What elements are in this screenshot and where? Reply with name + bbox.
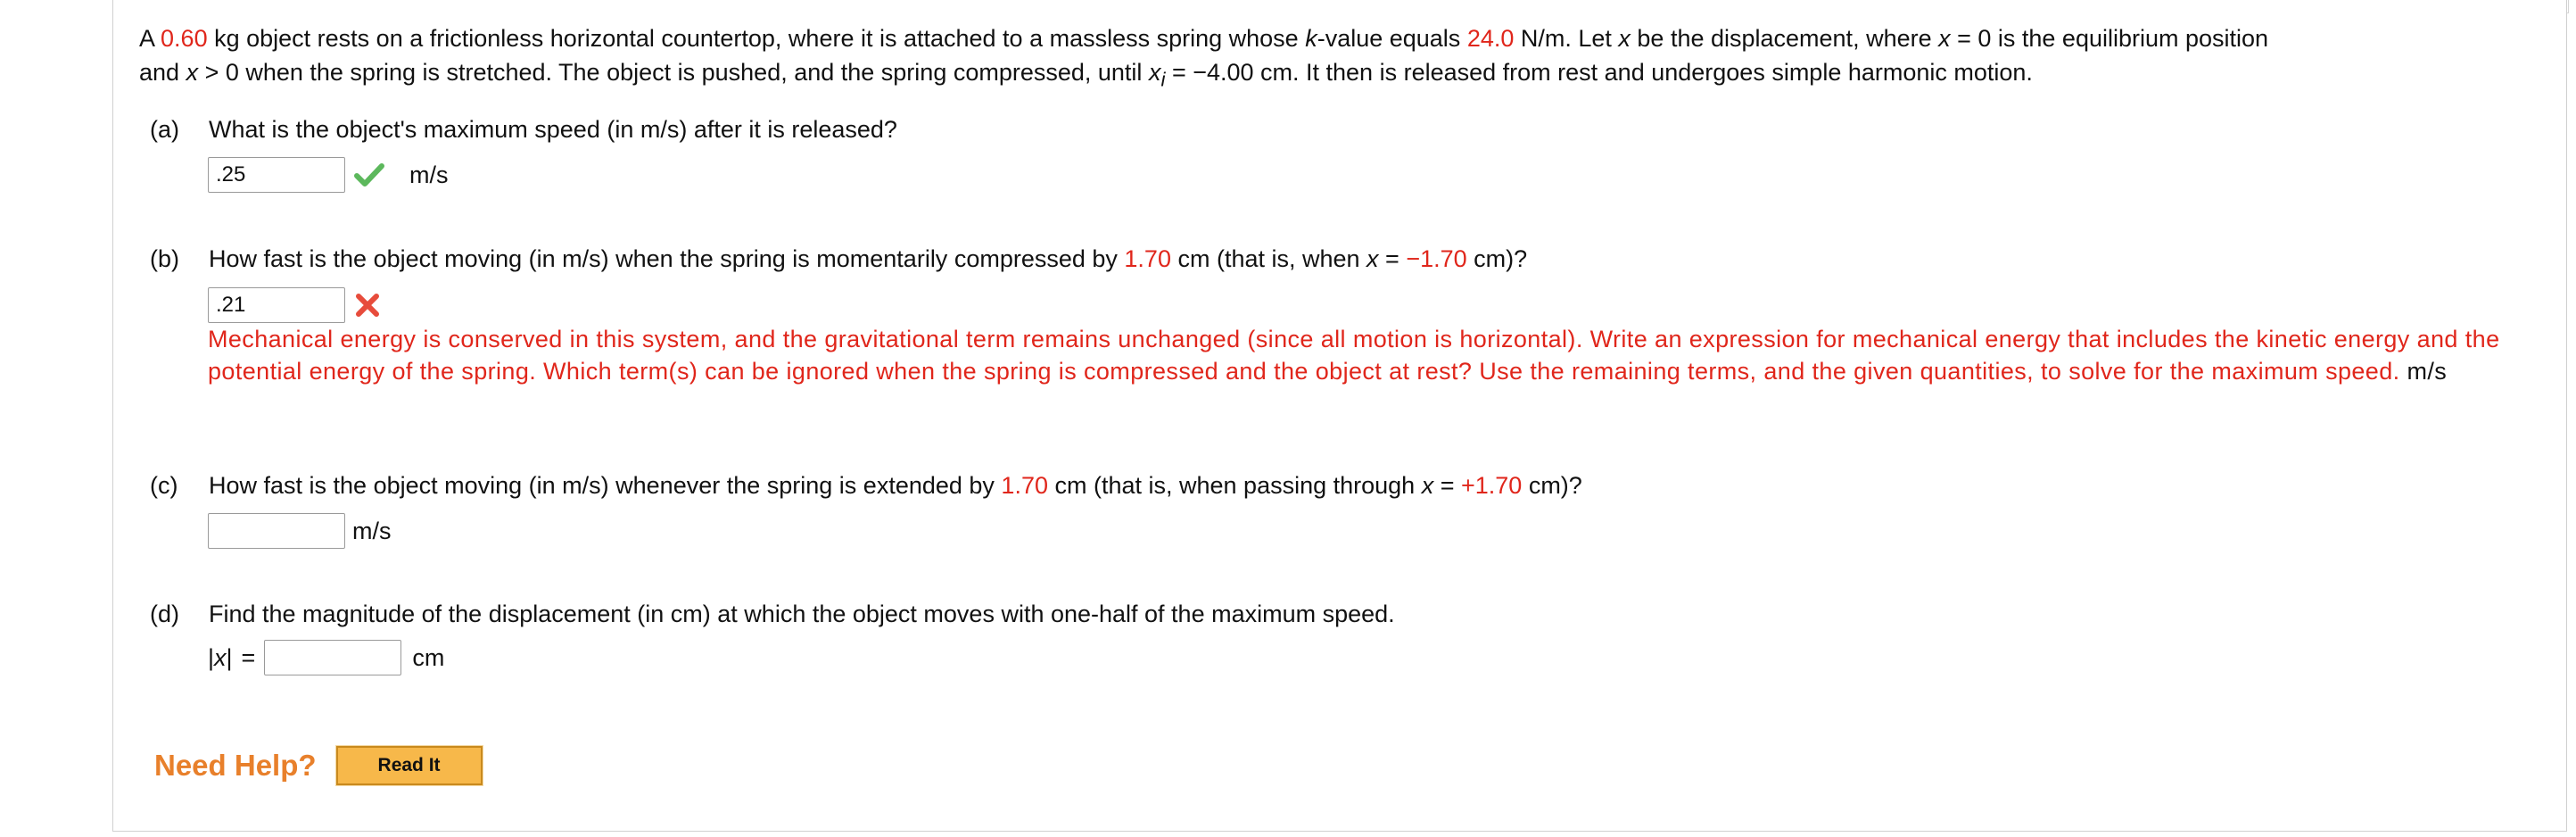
intro-text: = −4.00 cm. It then is released from rest and undergoes simple harmonic motion.	[1165, 59, 2033, 86]
part-a-unit: m/s	[409, 161, 449, 188]
feedback-text: Mechanical energy is conserved in this system, and the gravitational term remains unchanged (since all motion is horizontal). Write an expression for mechanical energy that includes the kinetic energy and the potential energy of the spring. Which term(s) can be ignored when the spring is compressed and the object at rest? Use the remaining terms, and the given quantities, to solve for the maximum speed.	[208, 326, 2500, 385]
part-b-text: cm (that is, when	[1170, 245, 1367, 272]
part-a-label: (a)	[150, 116, 179, 143]
abs-bar: |	[208, 643, 215, 671]
part-b-value: −1.70	[1406, 245, 1467, 272]
xi-subscript: i	[1160, 68, 1166, 91]
intro-text: -value equals	[1317, 25, 1467, 52]
intro-text: be the displacement, where	[1630, 25, 1939, 52]
part-c-value: 1.70	[1001, 472, 1048, 499]
part-d-unit: cm	[412, 643, 445, 671]
equals-sign: =	[241, 643, 256, 671]
part-a-text: What is the object's maximum speed (in m/s) after it is released?	[209, 116, 897, 143]
part-c-answer-input[interactable]	[208, 513, 345, 549]
x-variable: x	[1618, 25, 1631, 52]
need-help-section	[154, 746, 483, 785]
part-b-answer-row	[208, 287, 381, 323]
x-variable: x	[186, 59, 199, 86]
x-variable: x	[1366, 245, 1379, 272]
part-b-value: 1.70	[1124, 245, 1171, 272]
problem-line-1	[139, 21, 2547, 55]
part-b-answer-input[interactable]: .21	[208, 287, 345, 323]
x-variable: x	[1421, 472, 1434, 499]
problem-statement	[139, 21, 2547, 96]
intro-text: > 0 when the spring is stretched. The object is pushed, and the spring compressed, until	[198, 59, 1149, 86]
part-c-value: +1.70	[1460, 472, 1523, 499]
part-d-question	[150, 597, 1395, 631]
intro-text: A	[139, 25, 161, 52]
part-a-answer-input[interactable]: .25	[208, 157, 345, 193]
check-icon	[354, 162, 384, 188]
intro-text: = 0 is the equilibrium position	[1950, 25, 2269, 52]
part-d-answer-input[interactable]	[264, 640, 401, 675]
part-a-answer-row	[208, 157, 449, 193]
part-c-text: cm (that is, when passing through	[1047, 472, 1422, 499]
part-b-feedback	[208, 323, 2554, 387]
part-b-text: cm)?	[1466, 245, 1528, 272]
mass-value: 0.60	[161, 25, 208, 52]
need-help-label: Need Help?	[154, 749, 317, 782]
part-c-question	[150, 468, 1582, 502]
part-d-answer-row	[208, 640, 444, 675]
part-c-text: cm)?	[1522, 472, 1582, 499]
part-c-label: (c)	[150, 472, 178, 499]
abs-bar: |	[226, 643, 233, 671]
intro-text: kg object rests on a frictionless horizontal countertop, where it is attached to a massless spring whose	[207, 25, 1306, 52]
part-c-unit: m/s	[352, 517, 392, 544]
part-b-question	[150, 242, 1527, 276]
xi-variable: x	[1148, 59, 1161, 86]
part-b-text: How fast is the object moving (in m/s) when the spring is momentarily compressed by	[209, 245, 1125, 272]
k-variable: k	[1305, 25, 1317, 52]
spring-constant-value: 24.0	[1466, 25, 1515, 52]
part-c-answer-row	[208, 513, 392, 549]
part-c-text: =	[1433, 472, 1461, 499]
part-d-text: Find the magnitude of the displacement (in cm) at which the object moves with one-half of the maximum speed.	[209, 601, 1395, 627]
part-d-label: (d)	[150, 601, 179, 627]
problem-line-2	[139, 55, 2547, 96]
intro-text: and	[139, 59, 186, 86]
part-b-text: =	[1378, 245, 1407, 272]
intro-text: N/m. Let	[1514, 25, 1619, 52]
x-variable: x	[214, 643, 227, 671]
part-a-question	[150, 112, 897, 146]
part-b-unit: m/s	[2407, 358, 2448, 385]
cross-icon	[354, 292, 381, 319]
part-b-label: (b)	[150, 245, 179, 272]
read-it-button[interactable]: Read It	[336, 746, 483, 785]
part-c-text: How fast is the object moving (in m/s) whenever the spring is extended by	[209, 472, 1002, 499]
x-variable: x	[1938, 25, 1951, 52]
